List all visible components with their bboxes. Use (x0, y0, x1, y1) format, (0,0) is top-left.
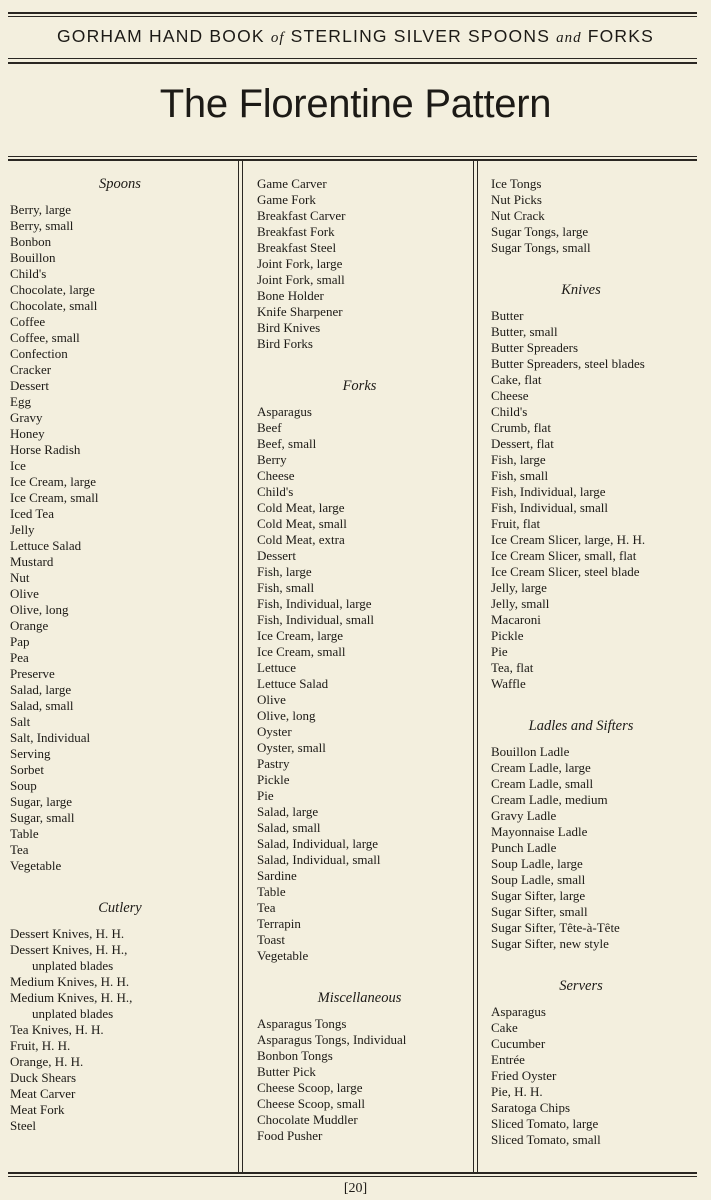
list-item: Cucumber (491, 1036, 546, 1051)
list-item: Fish, Individual, small (491, 500, 608, 515)
list-item: Serving (10, 746, 51, 761)
list-item: Beef, small (257, 436, 317, 451)
list-item: Salad, small (257, 820, 321, 835)
running-head-and: and (556, 30, 582, 46)
list-item: Tea (10, 842, 29, 857)
list-item: Ice Cream, small (257, 644, 346, 659)
list-item: Cold Meat, large (257, 500, 345, 515)
list-item: Sugar Sifter, small (491, 904, 588, 919)
list-item: Asparagus (491, 1004, 546, 1019)
list-item: Fish, small (257, 580, 315, 595)
list-item: Macaroni (491, 612, 541, 627)
list-item: Cream Ladle, medium (491, 792, 608, 807)
list-item: Table (10, 826, 39, 841)
list-item: Salt, Individual (10, 730, 91, 745)
list-item: Salad, Individual, large (257, 836, 379, 851)
bottom-rule-thin (8, 1176, 697, 1177)
list-item: Ice Cream, small (10, 490, 99, 505)
list-item: Cheese Scoop, large (257, 1080, 363, 1095)
list-item: Breakfast Carver (257, 208, 346, 223)
list-item: Bird Knives (257, 320, 321, 335)
section-heading: Knives (561, 282, 601, 298)
section-heading: Ladles and Sifters (528, 718, 634, 734)
list-item: Nut Crack (491, 208, 545, 223)
list-item: Sliced Tomato, small (491, 1132, 601, 1147)
list-item: Vegetable (10, 858, 62, 873)
top-rule-thin (8, 16, 697, 17)
list-item: Salad, large (257, 804, 319, 819)
column-top-rule-thick (8, 159, 697, 161)
running-head-part3: FORKS (587, 26, 655, 46)
list-item: Table (257, 884, 286, 899)
list-item: Jelly, large (491, 580, 547, 595)
list-item: Pie, H. H. (491, 1084, 543, 1099)
list-item: Ice Cream Slicer, small, flat (491, 548, 637, 563)
list-item: Asparagus Tongs, Individual (257, 1032, 407, 1047)
list-item: Orange, H. H. (10, 1054, 84, 1069)
list-item: Soup Ladle, large (491, 856, 583, 871)
list-item: Berry, large (10, 202, 72, 217)
list-item: Mayonnaise Ladle (491, 824, 588, 839)
column-divider-left-inner (242, 160, 243, 1173)
list-item: Mustard (10, 554, 54, 569)
list-item: Vegetable (257, 948, 309, 963)
list-item: Dessert (10, 378, 49, 393)
list-item: Waffle (491, 676, 526, 691)
list-item: Pastry (257, 756, 290, 771)
list-item: Salt (10, 714, 31, 729)
list-item: Cream Ladle, small (491, 776, 594, 791)
list-item: Fried Oyster (491, 1068, 557, 1083)
list-item: Fish, Individual, large (491, 484, 606, 499)
list-item: Ice Cream, large (257, 628, 344, 643)
list-item: unplated blades (32, 1006, 114, 1021)
list-item: Fish, Individual, small (257, 612, 374, 627)
list-item: Entrée (491, 1052, 525, 1067)
list-item: Jelly, small (491, 596, 550, 611)
list-item: Bouillon Ladle (491, 744, 570, 759)
list-item: Confection (10, 346, 68, 361)
section-heading: Miscellaneous (317, 990, 402, 1006)
running-head (0, 26, 711, 47)
list-item: Joint Fork, small (257, 272, 345, 287)
list-item: Soup Ladle, small (491, 872, 586, 887)
list-item: Iced Tea (10, 506, 54, 521)
list-item: Medium Knives, H. H., (10, 990, 133, 1005)
list-item: Child's (257, 484, 294, 499)
list-item: Nut (10, 570, 30, 585)
list-item: Pie (257, 788, 274, 803)
list-item: Gravy (10, 410, 43, 425)
list-item: Pickle (257, 772, 290, 787)
list-item: Jelly (10, 522, 35, 537)
list-item: Fish, large (257, 564, 312, 579)
list-item: Chocolate, large (10, 282, 95, 297)
column-divider-left (238, 160, 239, 1173)
list-item: Dessert (257, 548, 296, 563)
list-item: Fruit, flat (491, 516, 541, 531)
list-item: Sugar, small (10, 810, 75, 825)
list-item: Bone Holder (257, 288, 324, 303)
list-item: Cheese Scoop, small (257, 1096, 365, 1111)
top-rule (8, 12, 697, 14)
head-rule (8, 62, 697, 64)
list-item: Fish, small (491, 468, 549, 483)
list-item: Joint Fork, large (257, 256, 343, 271)
list-item: Soup (10, 778, 37, 793)
list-item: Beef (257, 420, 282, 435)
list-item: Breakfast Steel (257, 240, 337, 255)
list-item: Lettuce Salad (257, 676, 329, 691)
list-item: Bonbon Tongs (257, 1048, 333, 1063)
column-top-rule (8, 156, 697, 157)
list-item: unplated blades (32, 958, 114, 973)
list-item: Chocolate, small (10, 298, 98, 313)
list-item: Salad, Individual, small (257, 852, 381, 867)
list-item: Bonbon (10, 234, 52, 249)
list-item: Berry (257, 452, 287, 467)
list-item: Asparagus Tongs (257, 1016, 347, 1031)
list-item: Asparagus (257, 404, 312, 419)
list-item: Cake (491, 1020, 518, 1035)
list-item: Honey (10, 426, 45, 441)
column-1 (10, 176, 235, 1134)
list-item: Olive, long (10, 602, 69, 617)
list-item: Ice Tongs (491, 176, 542, 191)
list-item: Preserve (10, 666, 55, 681)
list-item: Sugar Sifter, new style (491, 936, 609, 951)
list-item: Sugar Sifter, large (491, 888, 586, 903)
running-head-part2: STERLING SILVER SPOONS (290, 26, 551, 46)
list-item: Sorbet (10, 762, 44, 777)
section-heading: Cutlery (98, 900, 142, 916)
running-head-part1: GORHAM HAND BOOK (56, 26, 265, 46)
list-item: Fruit, H. H. (10, 1038, 71, 1053)
list-item: Game Carver (257, 176, 327, 191)
list-item: Steel (10, 1118, 36, 1133)
list-item: Coffee, small (10, 330, 80, 345)
list-item: Tea (257, 900, 276, 915)
column-2 (257, 176, 472, 1144)
list-item: Coffee (10, 314, 46, 329)
list-item: Sugar Tongs, small (491, 240, 591, 255)
list-item: Medium Knives, H. H. (10, 974, 130, 989)
list-item: Salad, large (10, 682, 72, 697)
list-item: Cake, flat (491, 372, 542, 387)
list-item: Duck Shears (10, 1070, 77, 1085)
list-item: Berry, small (10, 218, 74, 233)
list-item: Lettuce (257, 660, 296, 675)
list-item: Oyster (257, 724, 292, 739)
list-item: Egg (10, 394, 31, 409)
list-item: Sugar Tongs, large (491, 224, 589, 239)
list-item: Butter (491, 308, 524, 323)
list-item: Chocolate Muddler (257, 1112, 358, 1127)
list-item: Pap (10, 634, 30, 649)
bottom-rule (8, 1172, 697, 1174)
list-item: Butter, small (491, 324, 558, 339)
list-item: Punch Ladle (491, 840, 557, 855)
list-item: Terrapin (257, 916, 301, 931)
section-heading: Servers (559, 978, 603, 994)
list-item: Oyster, small (257, 740, 326, 755)
column-3 (491, 176, 709, 1148)
list-item: Bird Forks (257, 336, 313, 351)
list-item: Tea Knives, H. H. (10, 1022, 104, 1037)
list-item: Pie (491, 644, 508, 659)
list-item: Sugar Sifter, Tête-à-Tête (491, 920, 620, 935)
list-item: Knife Sharpener (257, 304, 343, 319)
list-item: Pickle (491, 628, 524, 643)
list-item: Sugar, large (10, 794, 73, 809)
list-item: Tea, flat (491, 660, 534, 675)
section-heading: Spoons (99, 176, 141, 192)
running-head-of: of (270, 30, 285, 46)
list-item: Horse Radish (10, 442, 81, 457)
list-item: Ice Cream Slicer, large, H. H. (491, 532, 646, 547)
list-item: Dessert Knives, H. H., (10, 942, 128, 957)
list-item: Ice Cream, large (10, 474, 97, 489)
list-item: Pea (10, 650, 29, 665)
list-item: Cracker (10, 362, 52, 377)
column-divider-right-inner (477, 160, 478, 1173)
list-item: Food Pusher (257, 1128, 323, 1143)
list-item: Game Fork (257, 192, 316, 207)
list-item: Orange (10, 618, 49, 633)
list-item: Meat Carver (10, 1086, 76, 1101)
list-item: Gravy Ladle (491, 808, 557, 823)
list-item: Ice (10, 458, 26, 473)
section-heading: Forks (342, 378, 377, 394)
list-item: Cold Meat, extra (257, 532, 345, 547)
list-item: Cream Ladle, large (491, 760, 591, 775)
list-item: Crumb, flat (491, 420, 551, 435)
list-item: Dessert Knives, H. H. (10, 926, 125, 941)
list-item: Cheese (257, 468, 295, 483)
list-item: Sliced Tomato, large (491, 1116, 599, 1131)
list-item: Lettuce Salad (10, 538, 82, 553)
list-item: Fish, large (491, 452, 546, 467)
list-item: Fish, Individual, large (257, 596, 372, 611)
list-item: Cheese (491, 388, 529, 403)
list-item: Olive (257, 692, 286, 707)
head-rule-thin (8, 58, 697, 59)
list-item: Child's (491, 404, 528, 419)
list-item: Meat Fork (10, 1102, 65, 1117)
list-item: Butter Pick (257, 1064, 316, 1079)
list-item: Sardine (257, 868, 297, 883)
page-title: The Florentine Pattern (159, 82, 552, 126)
list-item: Child's (10, 266, 47, 281)
list-item: Butter Spreaders (491, 340, 579, 355)
list-item: Toast (257, 932, 285, 947)
list-item: Dessert, flat (491, 436, 554, 451)
list-item: Bouillon (10, 250, 56, 265)
list-item: Nut Picks (491, 192, 542, 207)
list-item: Salad, small (10, 698, 74, 713)
list-item: Breakfast Fork (257, 224, 335, 239)
list-item: Butter Spreaders, steel blades (491, 356, 645, 371)
list-item: Saratoga Chips (491, 1100, 571, 1115)
list-item: Olive (10, 586, 39, 601)
list-item: Olive, long (257, 708, 316, 723)
list-item: Cold Meat, small (257, 516, 347, 531)
page-number: [20] (343, 1181, 368, 1196)
list-item: Ice Cream Slicer, steel blade (491, 564, 640, 579)
column-divider-right (473, 160, 474, 1173)
